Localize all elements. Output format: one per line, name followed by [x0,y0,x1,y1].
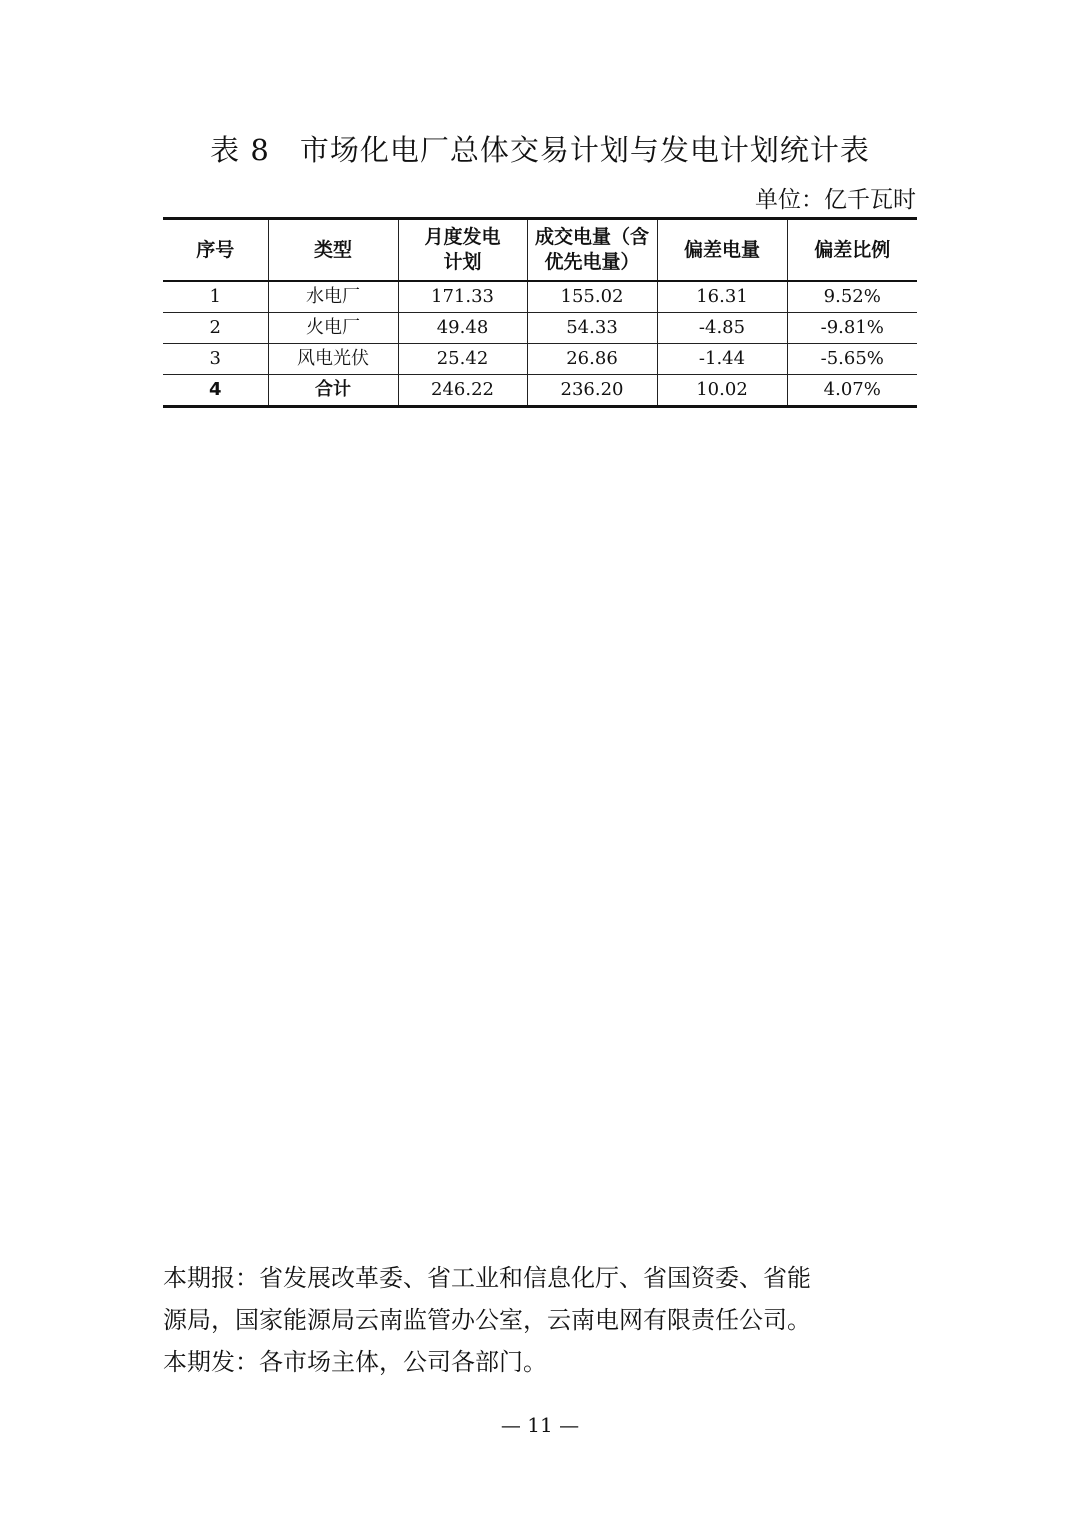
cell-type: 合计 [268,375,398,407]
header-type: 类型 [268,219,398,282]
cell-traded-volume: 54.33 [527,313,657,344]
table-header-row [163,219,917,282]
cell-index: 2 [163,313,268,344]
cell-type: 水电厂 [268,281,398,313]
distribute-to-line: 本期发：各市场主体，公司各部门。 [163,1348,547,1376]
table-total-row [163,375,917,407]
table-title: 表 8 市场化电厂总体交易计划与发电计划统计表 [210,133,870,167]
table-row [163,281,917,313]
cell-type: 火电厂 [268,313,398,344]
cell-deviation-ratio: -9.81% [787,313,917,344]
header-deviation: 偏差电量 [657,219,787,282]
cell-index: 3 [163,344,268,375]
page-number: — 11 — [500,1413,580,1437]
cell-deviation-ratio: -5.65% [787,344,917,375]
header-deviation-ratio: 偏差比例 [787,219,917,282]
distribution-note [163,1257,923,1383]
report-to-line-2: 源局，国家能源局云南监管办公室，云南电网有限责任公司。 [163,1306,811,1334]
cell-deviation-ratio: 9.52% [787,281,917,313]
cell-monthly-plan: 49.48 [398,313,527,344]
header-monthly-plan: 月度发电 计划 [398,219,527,282]
cell-type: 风电光伏 [268,344,398,375]
header-traded-volume: 成交电量（含 优先电量） [527,219,657,282]
cell-monthly-plan: 246.22 [398,375,527,407]
cell-deviation: -4.85 [657,313,787,344]
cell-index: 1 [163,281,268,313]
cell-deviation-ratio: 4.07% [787,375,917,407]
cell-traded-volume: 236.20 [527,375,657,407]
table-row [163,313,917,344]
statistics-table [163,217,917,408]
cell-index: 4 [163,375,268,407]
cell-deviation: 16.31 [657,281,787,313]
cell-traded-volume: 155.02 [527,281,657,313]
cell-deviation: 10.02 [657,375,787,407]
cell-monthly-plan: 171.33 [398,281,527,313]
header-index: 序号 [163,219,268,282]
unit-label: 单位：亿千瓦时 [755,187,916,213]
cell-deviation: -1.44 [657,344,787,375]
cell-monthly-plan: 25.42 [398,344,527,375]
report-to-line-1: 本期报：省发展改革委、省工业和信息化厅、省国资委、省能 [163,1264,811,1292]
table-row [163,344,917,375]
cell-traded-volume: 26.86 [527,344,657,375]
